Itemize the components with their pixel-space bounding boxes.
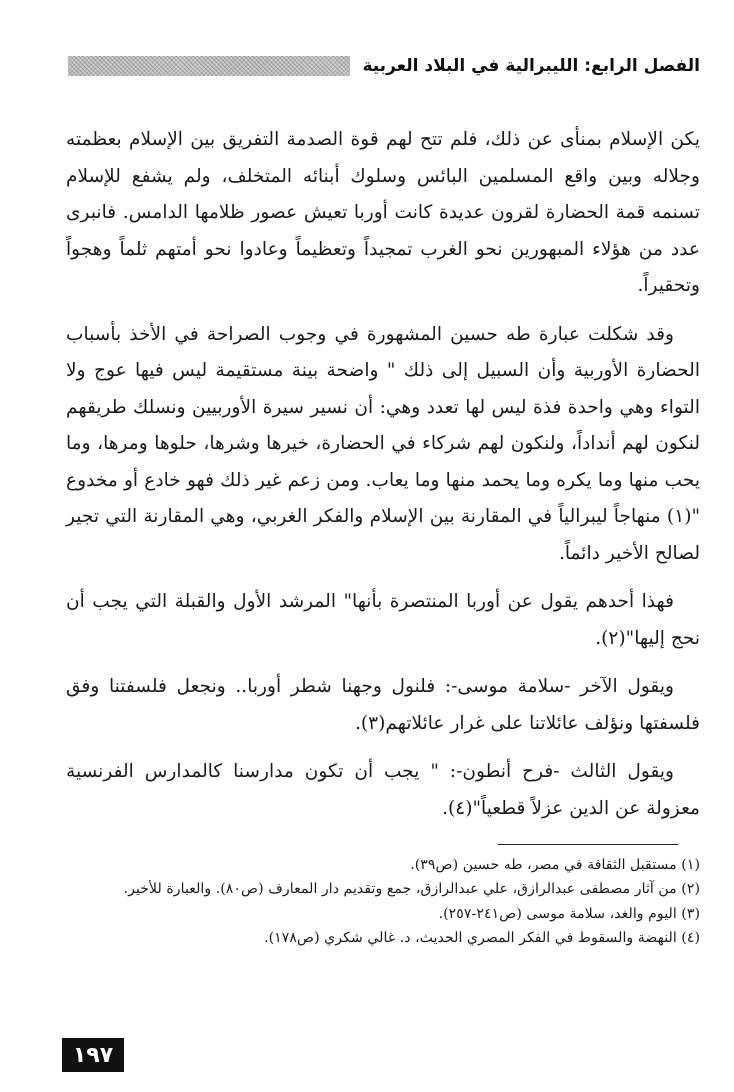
paragraph: يكن الإسلام بمنأى عن ذلك، فلم تتح لهم قوة الصدمة التفريق بين الإسلام بعظمته وجلاله وبين واقع المسلمين البائس وسلوك أبنائه المتخلف، ولم يشفع للإسلام تسنمه قمة الحضارة لقرون عديدة كانت أوربا تعيش عصور ظلامها الدامس. فانبرى عدد من هؤلاء المبهورين نحو الغرب تمجيداً وتعظيماً وعادوا نحو أمتهم ثلماً وهجواً وتحقيراً. <box>66 129 700 296</box>
paragraph: ويقول الثالث -فرح أنطون-: " يجب أن تكون مدارسنا كالمدارس الفرنسية معزولة عن الدين عزلاً قطعياً"(٤). <box>66 761 700 819</box>
header-pattern-bar <box>68 56 350 76</box>
footnote: (٢) من آثار مصطفى عبدالرازق، علي عبدالرازق، جمع وتقديم دار المعارف (ص٨٠). والعبارة للأخير. <box>123 881 700 898</box>
footnotes <box>68 853 700 951</box>
paragraph: فهذا أحدهم يقول عن أوربا المنتصرة بأنها" المرشد الأول والقبلة التي يجب أن نحج إليها"(٢). <box>66 591 700 649</box>
main-text <box>66 122 700 839</box>
chapter-title: الفصل الرابع: الليبرالية في البلاد العربية <box>362 56 700 76</box>
running-header <box>68 50 700 82</box>
paragraph: ويقول الآخر -سلامة موسى-: فلنول وجهنا شطر أوربا.. ونجعل فلسفتنا وفق فلسفتها ونؤلف عائلاتنا على غرار عائلاتهم(٣). <box>66 676 700 734</box>
footnote-divider <box>498 844 678 845</box>
footnote: (٣) اليوم والغد، سلامة موسى (ص٢٤١-٢٥٧). <box>438 905 700 922</box>
page-number: ١٩٧ <box>62 1038 124 1072</box>
footnote: (٤) النهضة والسقوط في الفكر المصري الحديث، د. غالي شكري (ص١٧٨). <box>264 930 700 947</box>
footnote: (١) مستقبل الثقافة في مصر، طه حسين (ص٣٩). <box>410 857 700 873</box>
paragraph: وقد شكلت عبارة طه حسين المشهورة في وجوب الصراحة في الأخذ بأسباب الحضارة الأوربية وأن السبيل إلى ذلك " واضحة بينة مستقيمة ليس فيها عوج ولا التواء وهي واحدة فذة ليس لها تعدد وهي: أن نسير سيرة الأوربيين ونسلك طريقهم لنكون لهم أنداداً، ولنكون لهم شركاء في الحضارة، خيرها وشرها، حلوها ومرها، وما يحب منها وما يكره وما يحمد منها وما يعاب. ومن زعم غير ذلك فهو خادع أو مخدوع "(١) منهاجاً ليبرالياً في المقارنة بين الإسلام والفكر الغربي، وهي المقارنة التي تجير لصالح الأخير دائماً. <box>66 323 700 564</box>
